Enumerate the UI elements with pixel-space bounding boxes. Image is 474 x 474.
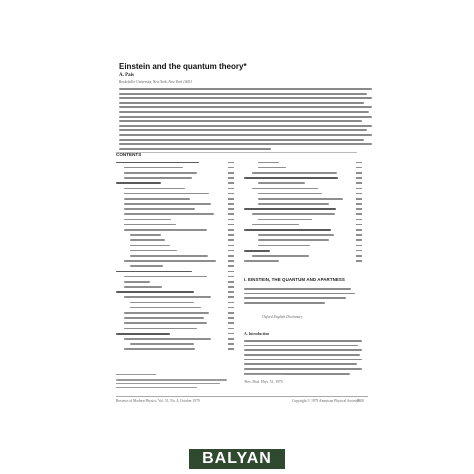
- section-heading: I. EINSTEIN, THE QUANTUM AND APARTNESS: [244, 277, 345, 282]
- paper-affiliation: Rockefeller University, New York, New York 10021: [119, 80, 193, 84]
- page-number: 863: [357, 398, 364, 403]
- contents-rule: [116, 152, 357, 153]
- copyright-notice: Copyright © 1979 American Physical Society: [292, 399, 358, 403]
- footnote-rule-left: [116, 374, 156, 375]
- introduction-text: [244, 340, 362, 378]
- footer-rule: [116, 396, 368, 397]
- watermark-logo: BALYAN: [189, 449, 285, 469]
- abstract-block: [119, 88, 372, 152]
- paper-author: A. Pais: [119, 73, 134, 78]
- footnote-left: [116, 379, 232, 391]
- epigraph-source: Oxford English Dictionary: [262, 315, 303, 319]
- journal-citation: Reviews of Modern Physics, Vol. 51, No. 4, October 1979: [116, 399, 200, 403]
- epigraph-block: [244, 288, 360, 307]
- footnote-rule-right: [244, 374, 284, 375]
- contents-column-right: [244, 160, 362, 264]
- footnote-right: ¹Rev. Mod. Phys. 51, 1979.: [244, 380, 284, 384]
- subsection-heading: A. Introduction: [244, 332, 270, 336]
- paper-title: Einstein and the quantum theory*: [119, 62, 247, 71]
- contents-column-left: [116, 160, 234, 352]
- contents-heading: CONTENTS: [116, 152, 142, 157]
